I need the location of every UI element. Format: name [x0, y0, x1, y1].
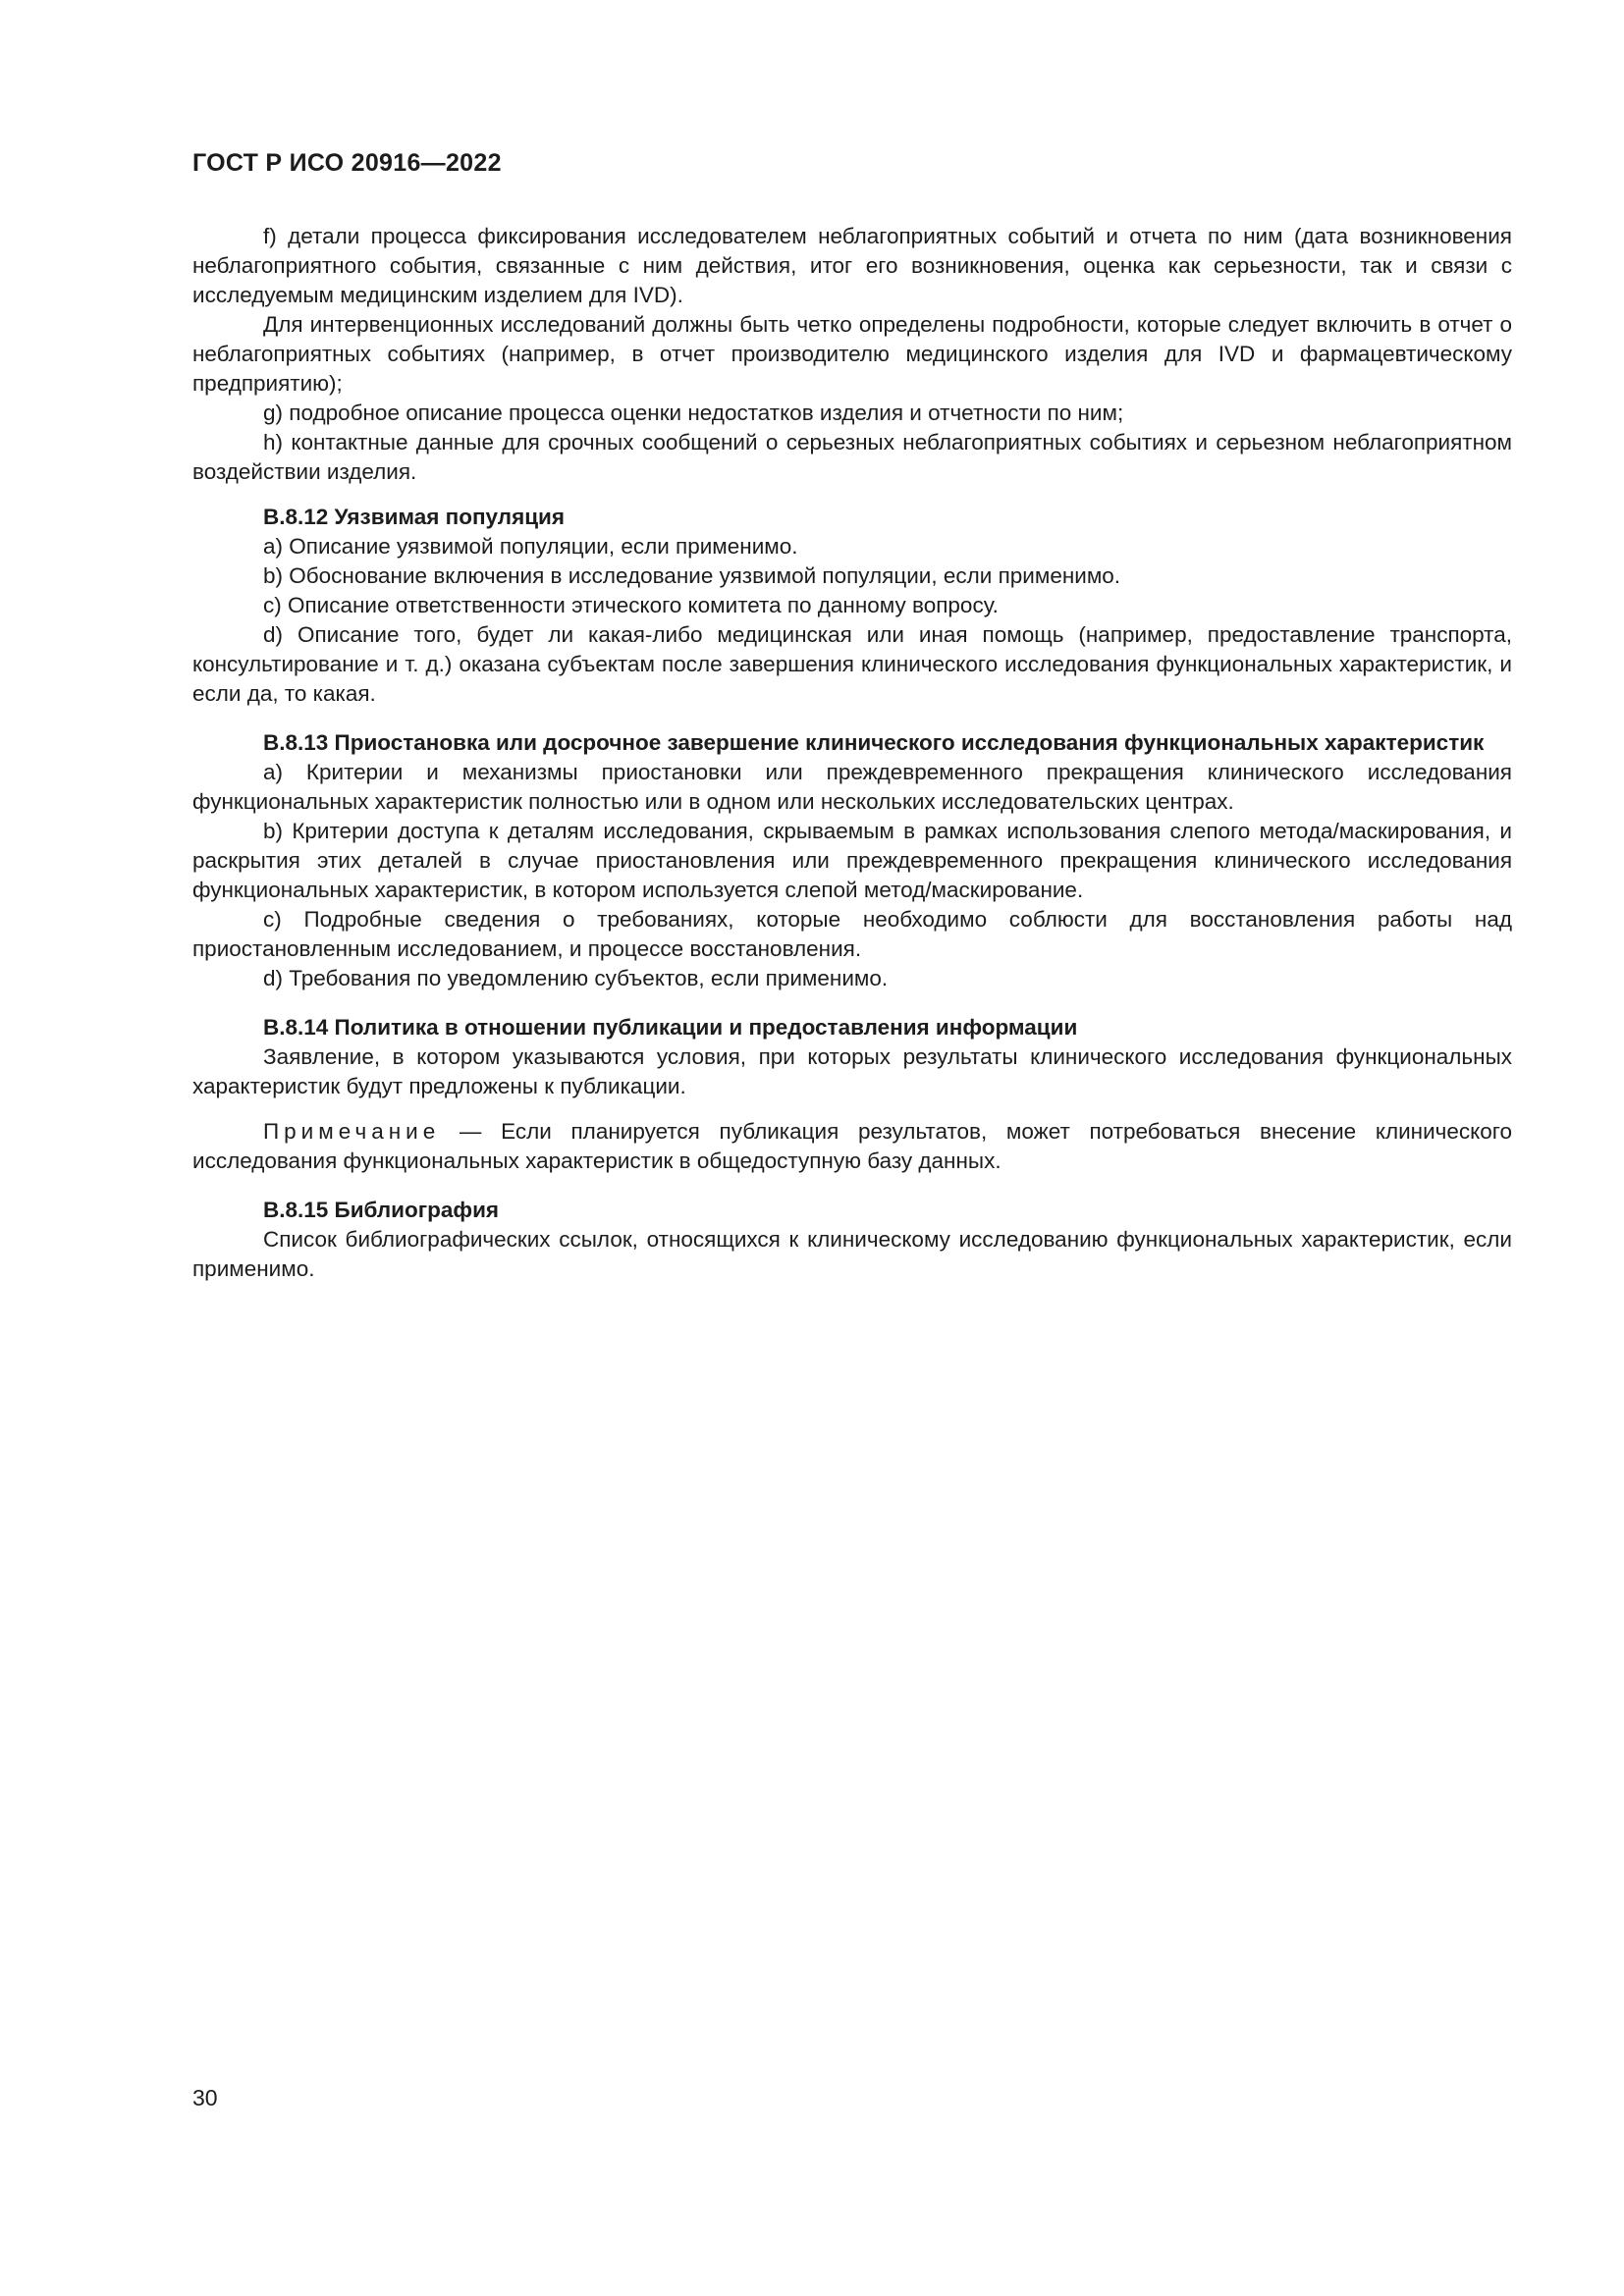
b813-item-a: a) Критерии и механизмы приостановки или преждевременного прекращения клинического исследования функциональных характеристик полностью или в одном или нескольких исследовательских центрах. — [192, 760, 1512, 814]
note-text: — Если планируется публикация результатов, может потребоваться внесение клинического исследования функциональных характеристик в общедоступную базу данных. — [192, 1119, 1512, 1173]
section-heading-b812: B.8.12 Уязвимая популяция — [263, 505, 565, 529]
section-heading-b814: B.8.14 Политика в отношении публикации и предоставления информации — [263, 1015, 1078, 1040]
document-page — [192, 0, 1512, 2296]
b814-note — [192, 1117, 1512, 1176]
b812-item-d: d) Описание того, будет ли какая-либо медицинская или иная помощь (например, предоставление транспорта, консультирование и т. д.) оказана субъектам после завершения клинического исследования функциональных характеристик, и если да, то какая. — [192, 622, 1512, 706]
section-heading-b815: B.8.15 Библиография — [263, 1198, 500, 1222]
b813-item-b: b) Критерии доступа к деталям исследования, скрываемым в рамках использования слепого метода/маскирования, и раскрытия этих деталей в случае приостановления или преждевременного прекращения клинического исследования функциональных характеристик, в котором используется слепой метод/маскирование. — [192, 819, 1512, 902]
b813-item-d: d) Требования по уведомлению субъектов, если применимо. — [263, 966, 889, 990]
b814-text: Заявление, в котором указываются условия, при которых результаты клинического исследования функциональных характеристик будут предложены к публикации. — [192, 1044, 1512, 1098]
b815-text: Список библиографических ссылок, относящихся к клиническому исследованию функциональных характеристик, если применимо. — [192, 1227, 1512, 1281]
b812-item-a: a) Описание уязвимой популяции, если применимо. — [263, 534, 798, 559]
b812-item-b: b) Обоснование включения в исследование уязвимой популяции, если применимо. — [263, 563, 1121, 588]
b812-item-c: c) Описание ответственности этического комитета по данному вопросу. — [263, 593, 999, 617]
item-f-paragraph: f) детали процесса фиксирования исследователем неблагоприятных событий и отчета по ним (дата возникновения неблагоприятного события, связанные с ним действия, итог его возникновения, оценка как серьезности, так и связи с исследуемым медицинским изделием для IVD). — [192, 224, 1512, 307]
item-g-paragraph: g) подробное описание процесса оценки недостатков изделия и отчетности по ним; — [263, 400, 1124, 425]
b813-item-c: c) Подробные сведения о требованиях, которые необходимо соблюсти для восстановления работы над приостановленным исследованием, и процессе восстановления. — [192, 907, 1512, 961]
interventional-studies-paragraph: Для интервенционных исследований должны быть четко определены подробности, которые следует включить в отчет о неблагоприятных событиях (например, в отчет производителю медицинского изделия для IVD и фармацевтическому предприятию); — [192, 312, 1512, 396]
page-number: 30 — [192, 2085, 218, 2110]
item-h-paragraph: h) контактные данные для срочных сообщений о серьезных неблагоприятных событиях и серьезном неблагоприятном воздействии изделия. — [192, 430, 1512, 484]
section-heading-b813: B.8.13 Приостановка или досрочное завершение клинического исследования функциональных характеристик — [263, 730, 1485, 755]
standard-header: ГОСТ Р ИСО 20916—2022 — [192, 149, 502, 177]
note-label: Примечание — [263, 1119, 441, 1144]
document-body — [192, 222, 1512, 1284]
